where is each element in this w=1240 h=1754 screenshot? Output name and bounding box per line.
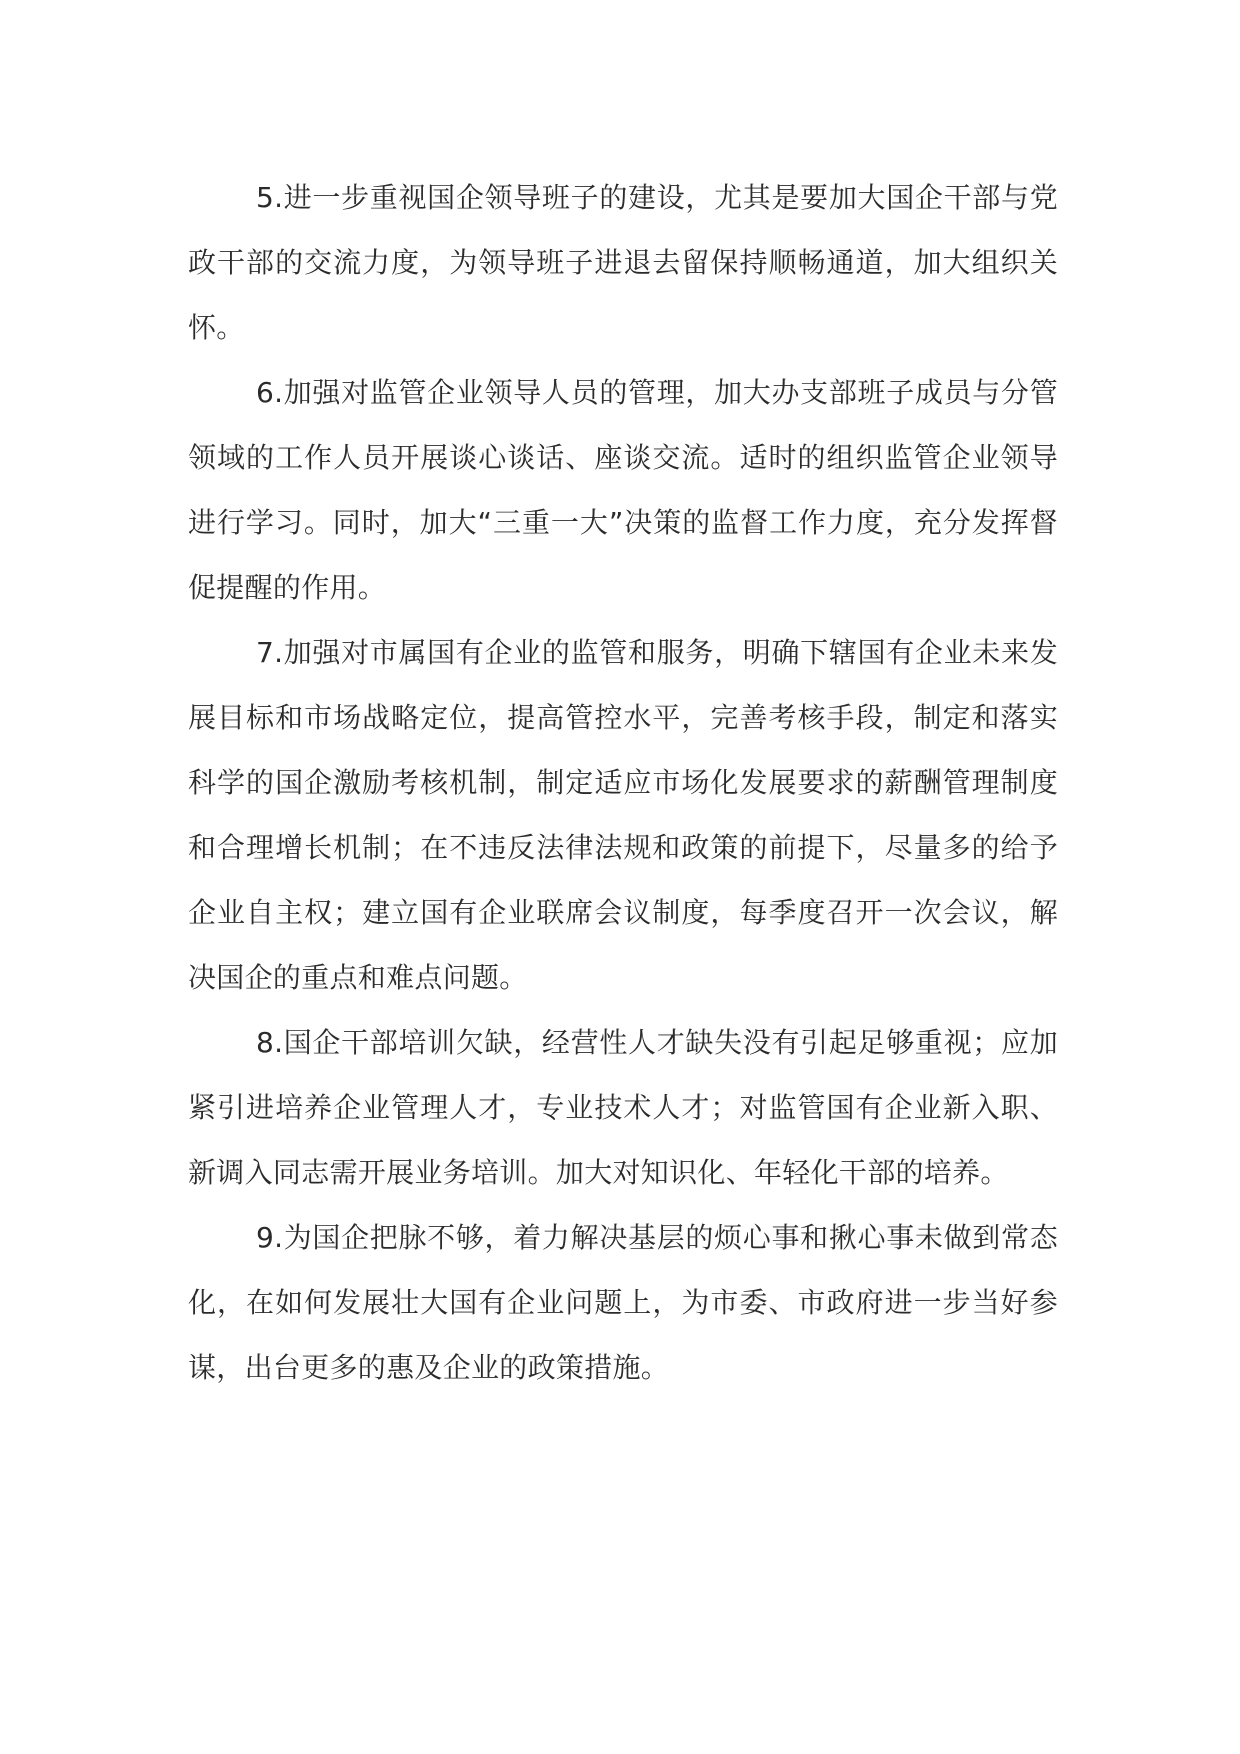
paragraph-6: 6.加强对监管企业领导人员的管理，加大办支部班子成员与分管领域的工作人员开展谈心谈话、座谈交流。适时的组织监管企业领导进行学习。同时，加大“三重一大”决策的监督工作力度，充分发挥督促提醒的作用。: [188, 376, 1058, 604]
paragraph-5: 5.进一步重视国企领导班子的建设，尤其是要加大国企干部与党政干部的交流力度，为领导班子进退去留保持顺畅通道，加大组织关怀。: [188, 181, 1058, 344]
document-body: [188, 165, 1058, 1400]
paragraph-9: 9.为国企把脉不够，着力解决基层的烦心事和揪心事未做到常态化，在如何发展壮大国有企业问题上，为市委、市政府进一步当好参谋，出台更多的惠及企业的政策措施。: [188, 1221, 1058, 1384]
paragraph-7: 7.加强对市属国有企业的监管和服务，明确下辖国有企业未来发展目标和市场战略定位，提高管控水平，完善考核手段，制定和落实科学的国企激励考核机制，制定适应市场化发展要求的薪酬管理制度和合理增长机制；在不违反法律法规和政策的前提下，尽量多的给予企业自主权；建立国有企业联席会议制度，每季度召开一次会议，解决国企的重点和难点问题。: [188, 636, 1058, 994]
paragraph-8: 8.国企干部培训欠缺，经营性人才缺失没有引起足够重视；应加紧引进培养企业管理人才，专业技术人才；对监管国有企业新入职、新调入同志需开展业务培训。加大对知识化、年轻化干部的培养。: [188, 1026, 1058, 1189]
